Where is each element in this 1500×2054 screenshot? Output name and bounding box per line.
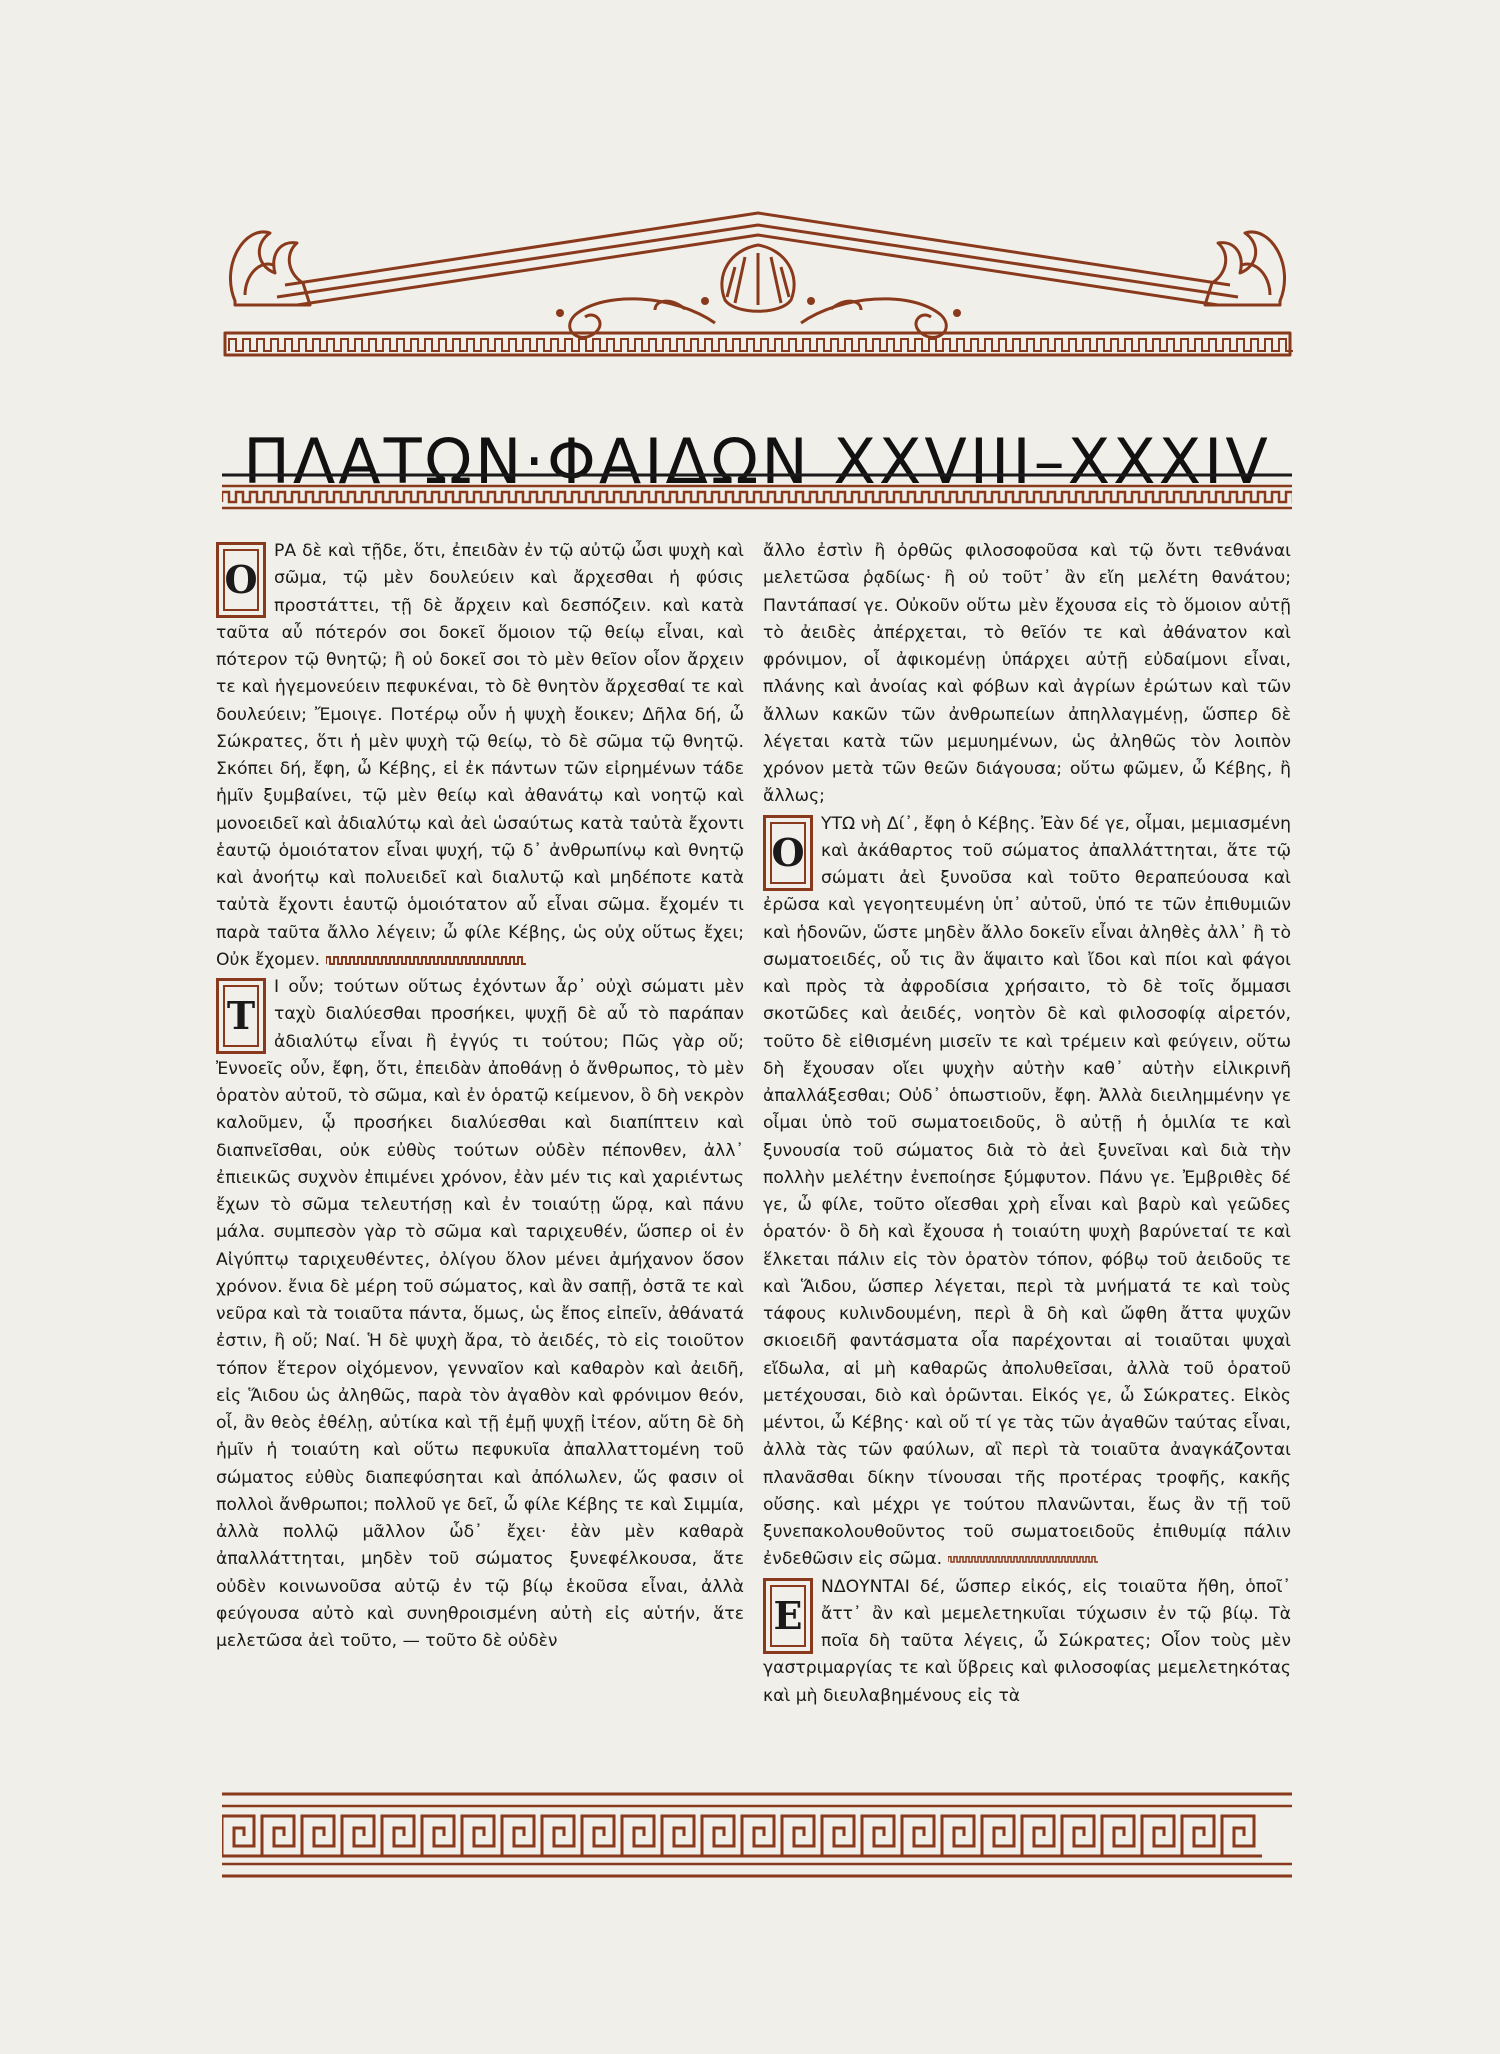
paragraph-text: Ι οὖν; τούτων οὕτως ἐχόντων ἆρ᾽ οὐχὶ σώματι μὲν ταχὺ διαλύεσθαι προσήκει, ψυχῇ δὲ αὖ τὸ παράπαν ἀδιαλύτῳ εἶναι ἢ ἐγγύς τι τούτου; Πῶς γὰρ οὔ; Ἐννοεῖς οὖν, ἔφη, ὅτι, ἐπειδὰν ἀποθάνῃ ὁ ἄνθρωπος, τὸ μὲν ὁρατὸν αὐτοῦ, τὸ σῶμα, καὶ ἐν ὁρατῷ κείμενον, ὃ δὴ νεκρὸν καλοῦμεν, ᾧ προσήκει διαλύεσθαι καὶ διαπίπτειν καὶ διαπνεῖσθαι, οὐκ εὐθὺς τούτων οὐδὲν πέπονθεν, ἀλλ᾽ ἐπιεικῶς συχνὸν ἐπιμένει χρόνον, ἐὰν μέν τις καὶ χαριέντως ἔχων τὸ σῶμα τελευτήσῃ καὶ ἐν τοιαύτῃ ὥρᾳ, καὶ πάνυ μάλα. συμπεσὸν γὰρ τὸ σῶμα καὶ ταριχευθέν, ὥσπερ οἱ ἐν Αἰγύπτῳ ταριχευθέντες, ὀλίγου ὅλον μένει ἀμήχανον ὅσον χρόνον. ἔνια δὲ μέρη τοῦ σώματος, καὶ ἂν σαπῇ, ὀστᾶ τε καὶ νεῦρα καὶ τὰ τοιαῦτα πάντα, ὅμως, ὡς ἔπος εἰπεῖν, ἀθάνατά ἐστιν, ἢ οὔ; Ναί. Ἡ δὲ ψυχὴ ἄρα, τὸ ἀειδές, τὸ εἰς τοιοῦτον τόπον ἕτερον οἰχόμενον, γενναῖον καὶ καθαρὸν καὶ ἀειδῆ, εἰς Ἅιδου ὡς ἀληθῶς, παρὰ τὸν ἀγαθὸν καὶ φρόνιμον θεόν, οἷ, ἂν θεὸς ἐθέλῃ, αὐτίκα καὶ τῇ ἐμῇ ψυχῇ ἰτέον, αὕτη δὲ δὴ ἡμῖν ἡ τοιαύτη καὶ οὕτω πεφυκυῖα ἀπαλλαττομένη τοῦ σώματος εὐθὺς διαπεφύσηται καὶ ἀπόλωλεν, ὥς φασιν οἱ πολλοὶ ἄνθρωποι; πολλοῦ γε δεῖ, ὦ φίλε Κέβης τε καὶ Σιμμία, ἀλλὰ πολλῷ μᾶλλον ὧδ᾽ ἔχει· ἐὰν μὲν καθαρὰ ἀπαλλάττηται, μηδὲν τοῦ σώματος ξυνεφέλκουσα, ἅτε οὐδὲν κοινωνοῦσα αὐτῷ ἐν τῷ βίῳ ἑκοῦσα εἶναι, ἀλλὰ φεύγουσα αὐτὸ καὶ συνηθροισμένη αὐτὴ εἰς αὑτήν, ἅτε μελετῶσα ἀεὶ τοῦτο, — τοῦτο δὲ οὐδὲν bbox=[216, 977, 744, 1651]
drop-cap-initial: Ο bbox=[763, 815, 813, 891]
paragraph bbox=[216, 538, 744, 974]
drop-cap-initial: Ε bbox=[763, 1578, 813, 1654]
page-title: ΠΛΑΤΩΝ·ΦΑΙΔΩΝ XXVIII–XXXIV bbox=[243, 424, 1271, 498]
drop-cap-initial: Τ bbox=[216, 978, 266, 1054]
text-column-right bbox=[763, 538, 1291, 1768]
drop-cap-frame bbox=[766, 818, 810, 888]
greek-key-border bbox=[222, 1790, 1292, 1886]
paragraph-end-ornament bbox=[948, 1553, 1098, 1565]
paragraph-text: ΝΔΟΥΝΤΑΙ δέ, ὥσπερ εἰκός, εἰς τοιαῦτα ἤθη, ὁποῖ᾽ ἄττ᾽ ἂν καὶ μεμελετηκυῖαι τύχωσιν ἐν τῷ βίῳ. Τὰ ποῖα δὴ ταῦτα λέγεις, ὦ Σώκρατες; Οἷον τοὺς μὲν γαστριμαργίας τε καὶ ὕβρεις καὶ φιλοσοφίας μεμελετηκότας καὶ μὴ διευλαβημένους εἰς τὰ bbox=[763, 1576, 1291, 1706]
paragraph bbox=[763, 811, 1291, 1574]
title-underline-border bbox=[222, 472, 1292, 518]
paragraph-text: ἄλλο ἐστὶν ἢ ὀρθῶς φιλοσοφοῦσα καὶ τῷ ὄντι τεθνάναι μελετῶσα ῥᾳδίως· ἢ οὐ τοῦτ᾽ ἂν εἴη μελέτη θανάτου; Παντάπασί γε. Οὐκοῦν οὕτω μὲν ἔχουσα εἰς τὸ ὅμοιον αὐτῇ τὸ ἀειδὲς ἀπέρχεται, τὸ θεῖόν τε καὶ ἀθάνατον καὶ φρόνιμον, οἷ ἀφικομένῃ ὑπάρχει αὐτῇ εὐδαίμονι εἶναι, πλάνης καὶ ἀνοίας καὶ φόβων καὶ ἀγρίων ἐρώτων καὶ τῶν ἄλλων κακῶν τῶν ἀνθρωπείων ἀπηλλαγμένῃ, ὥσπερ δὲ λέγεται κατὰ τῶν μεμυημένων, ὡς ἀληθῶς τὸν λοιπὸν χρόνον μετὰ τῶν θεῶν διάγουσα; οὕτω φῶμεν, ὦ Κέβης, ἢ ἄλλως; bbox=[763, 541, 1291, 807]
drop-cap-frame bbox=[766, 1581, 810, 1651]
pediment-ornament bbox=[215, 205, 1300, 365]
paragraph bbox=[763, 538, 1291, 811]
drop-cap-frame bbox=[219, 545, 263, 615]
paragraph-end-ornament bbox=[326, 954, 526, 966]
paragraph bbox=[763, 1574, 1291, 1710]
text-column-left bbox=[216, 538, 744, 1768]
paragraph-text: ΥΤΩ νὴ Δί᾽, ἔφη ὁ Κέβης. Ἐὰν δέ γε, οἶμαι, μεμιασμένη καὶ ἀκάθαρτος τοῦ σώματος ἀπαλλάττηται, ἅτε τῷ σώματι ἀεὶ ξυνοῦσα καὶ τοῦτο θεραπεύουσα καὶ ἐρῶσα καὶ γεγοητευμένη ὑπ᾽ αὐτοῦ, ὑπό τε τῶν ἐπιθυμιῶν καὶ ἡδονῶν, ὥστε μηδὲν ἄλλο δοκεῖν εἶναι ἀληθὲς ἀλλ᾽ ἢ τὸ σωματοειδές, οὗ τις ἂν ἅψαιτο καὶ ἴδοι καὶ πίοι καὶ φάγοι καὶ πρὸς τὰ ἀφροδίσια χρήσαιτο, τὸ δὲ τοῖς ὄμμασι σκοτῶδες καὶ ἀειδές, νοητὸν δὲ καὶ φιλοσοφίᾳ αἱρετόν, τοῦτο δὲ εἰθισμένη μισεῖν τε καὶ τρέμειν καὶ φεύγειν, οὕτω δὴ ἔχουσαν οἴει ψυχὴν αὐτὴν καθ᾽ αὑτὴν εἰλικρινῆ ἀπαλλάξεσθαι; Οὐδ᾽ ὁπωστιοῦν, ἔφη. Ἀλλὰ διειλημμένην γε οἶμαι ὑπὸ τοῦ σωματοειδοῦς, ὃ αὐτῇ ἡ ὁμιλία τε καὶ ξυνουσία τοῦ σώματος διὰ τὸ ἀεὶ ξυνεῖναι καὶ διὰ τὴν πολλὴν μελέτην ἐνεποίησε ξύμφυτον. Πάνυ γε. Ἐμβριθὲς δέ γε, ὦ φίλε, τοῦτο οἴεσθαι χρὴ εἶναι καὶ βαρὺ καὶ γεῶδες ὁρατόν· ὃ δὴ καὶ ἔχουσα ἡ τοιαύτη ψυχὴ βαρύνεταί τε καὶ ἕλκεται πάλιν εἰς τὸν ὁρατὸν τόπον, φόβῳ τοῦ ἀειδοῦς τε καὶ Ἅιδου, ὥσπερ λέγεται, περὶ τὰ μνήματά τε καὶ τοὺς τάφους κυλινδουμένη, περὶ ἃ δὴ καὶ ὤφθη ἄττα ψυχῶν σκιοειδῆ φαντάσματα οἷα παρέχονται αἱ τοιαῦται ψυχαὶ εἴδωλα, αἱ μὴ καθαρῶς ἀπολυθεῖσαι, ἀλλὰ τοῦ ὁρατοῦ μετέχουσαι, διὸ καὶ ὁρῶνται. Εἰκός γε, ὦ Σώκρατες. Εἰκὸς μέντοι, ὦ Κέβης· καὶ οὔ τί γε τὰς τῶν ἀγαθῶν ταύτας εἶναι, ἀλλὰ τὰς τῶν φαύλων, αἳ περὶ τὰ τοιαῦτα ἀναγκάζονται πλανᾶσθαι δίκην τίνουσαι τῆς προτέρας τροφῆς, κακῆς οὔσης. καὶ μέχρι γε τούτου πλανῶνται, ἕως ἂν τῇ τοῦ ξυνεπακολουθοῦντος τοῦ σωματοειδοῦς ἐπιθυμίᾳ πάλιν ἐνδεθῶσιν εἰς σῶμα. bbox=[763, 813, 1291, 1570]
paragraph bbox=[216, 974, 744, 1655]
paragraph-text: ΡΑ δὲ καὶ τῇδε, ὅτι, ἐπειδὰν ἐν τῷ αὐτῷ ὦσι ψυχὴ καὶ σῶμα, τῷ μὲν δουλεύειν καὶ ἄρχεσθαι ἡ φύσις προστάττει, τῇ δὲ ἄρχειν καὶ δεσπόζειν. καὶ κατὰ ταῦτα αὖ πότερόν σοι δοκεῖ ὅμοιον τῷ θείῳ εἶναι, καὶ πότερον τῷ θνητῷ; ἢ οὐ δοκεῖ σοι τὸ μὲν θεῖον οἷον ἄρχειν τε καὶ ἡγεμονεύειν πεφυκέναι, τὸ δὲ θνητὸν ἄρχεσθαί τε καὶ δουλεύειν; Ἔμοιγε. Ποτέρῳ οὖν ἡ ψυχὴ ἔοικεν; Δῆλα δή, ὦ Σώκρατες, ὅτι ἡ μὲν ψυχὴ τῷ θείῳ, τὸ δὲ σῶμα τῷ θνητῷ. Σκόπει δή, ἔφη, ὦ Κέβης, εἰ ἐκ πάντων τῶν εἰρημένων τάδε ἡμῖν ξυμβαίνει, τῷ μὲν θείῳ καὶ ἀθανάτῳ καὶ νοητῷ καὶ μονοειδεῖ καὶ ἀδιαλύτῳ καὶ ἀεὶ ὡσαύτως κατὰ ταὐτὰ ἔχοντι ἑαυτῷ ὁμοιότατον εἶναι ψυχή, τῷ δ᾽ ἀνθρωπίνῳ καὶ θνητῷ καὶ ἀνοήτῳ καὶ πολυειδεῖ καὶ διαλυτῷ καὶ μηδέποτε κατὰ ταὐτὰ ἔχοντι ἑαυτῷ ὁμοιότατον αὖ εἶναι σῶμα. ἔχομέν τι παρὰ ταῦτα ἄλλο λέγειν; ὦ φίλε Κέβης, ὡς οὐχ οὕτως ἔχει; Οὐκ ἔχομεν. bbox=[216, 541, 744, 970]
drop-cap-initial: Ο bbox=[216, 542, 266, 618]
drop-cap-frame bbox=[219, 981, 263, 1051]
